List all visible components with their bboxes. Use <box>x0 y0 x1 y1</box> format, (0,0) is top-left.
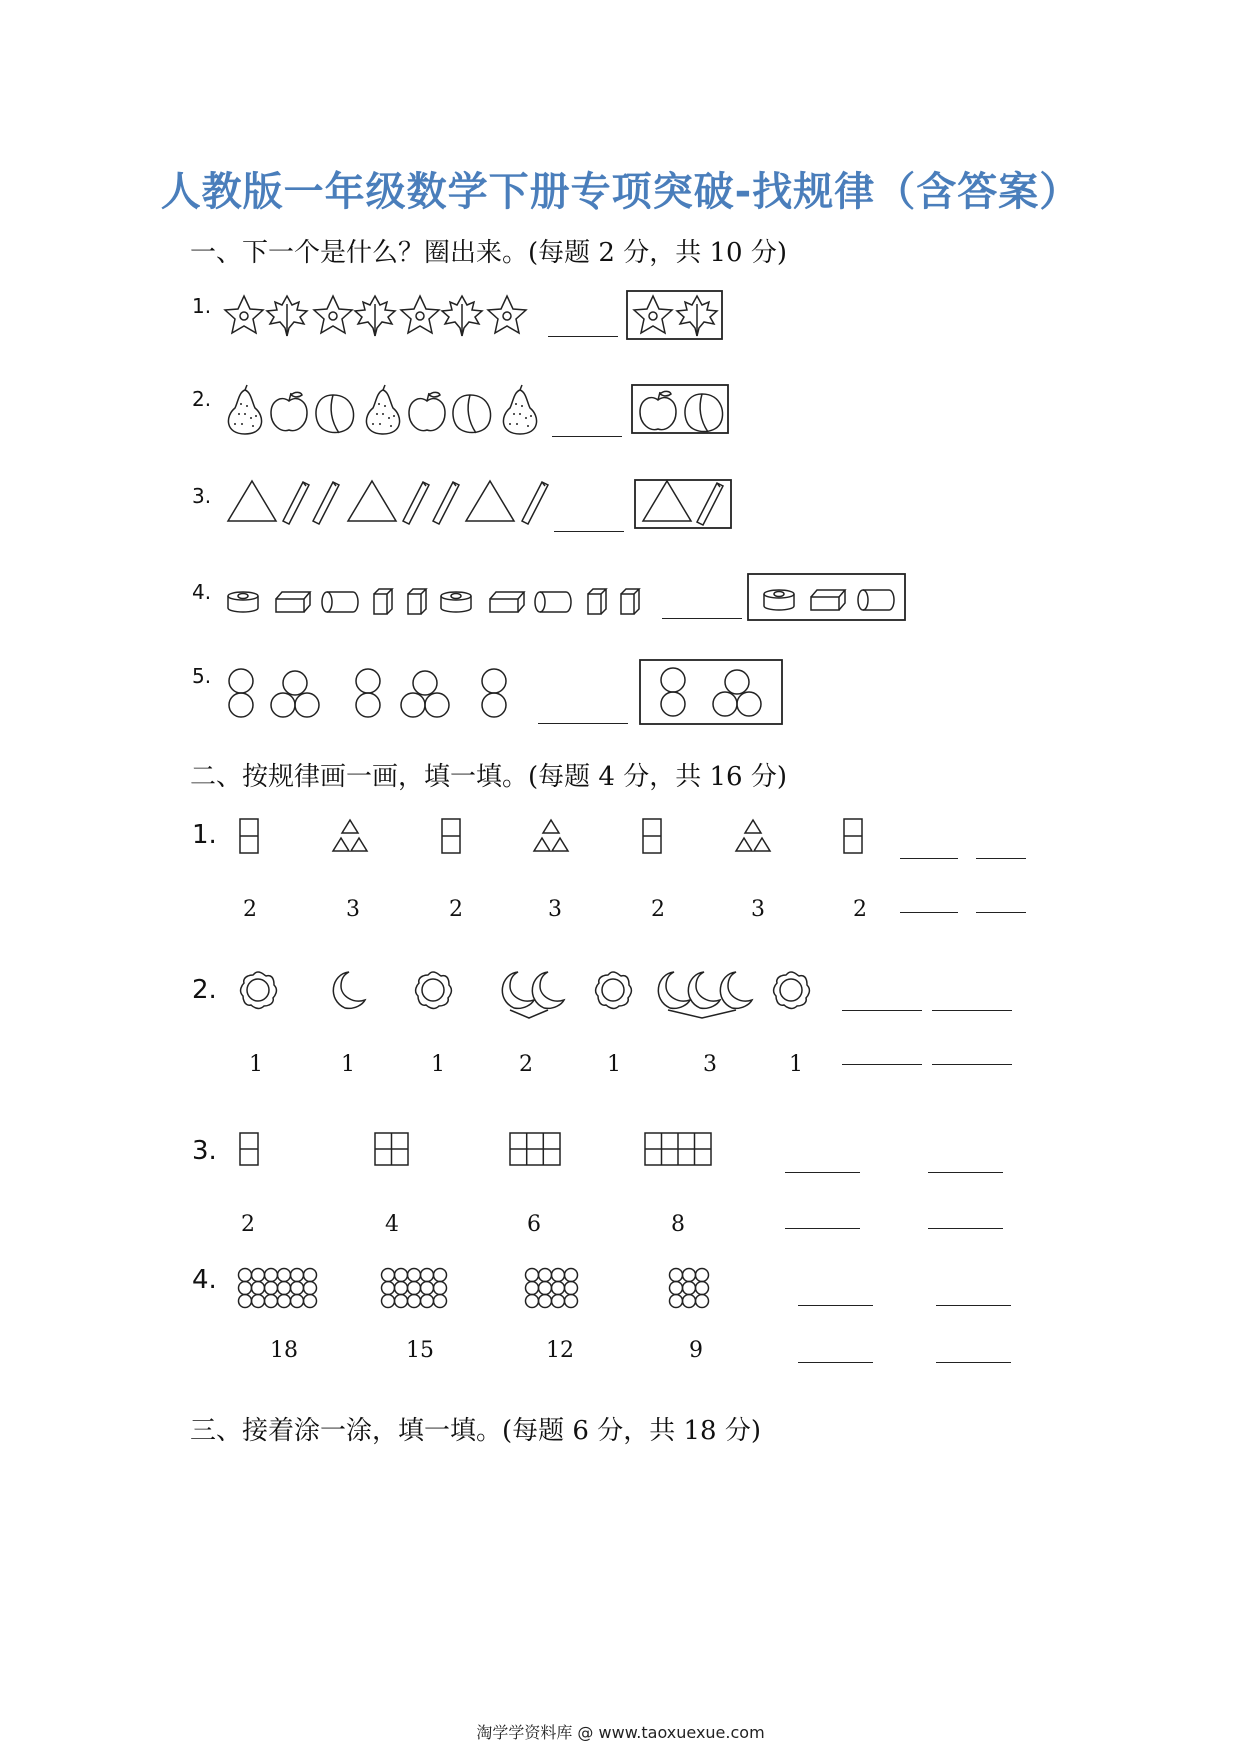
cluster-circle <box>291 1282 304 1295</box>
cluster-circle <box>291 1269 304 1282</box>
cluster-circle <box>304 1282 317 1295</box>
cluster-circle <box>565 1269 578 1282</box>
cluster-circle <box>683 1269 696 1282</box>
p2-q1-num: 2 <box>449 897 463 922</box>
p2-q2-num: 1 <box>249 1052 263 1077</box>
section-2-heading: 二、按规律画一画，填一填。(每题 4 分，共 16 分) <box>190 762 787 792</box>
cluster-circle <box>539 1269 552 1282</box>
cluster-circle <box>278 1295 291 1308</box>
cluster-circle <box>395 1269 408 1282</box>
cluster-circle <box>526 1295 539 1308</box>
cluster-circle <box>565 1282 578 1295</box>
cluster-circle <box>252 1282 265 1295</box>
cluster-circle <box>526 1282 539 1295</box>
cluster-circle <box>421 1295 434 1308</box>
p2-q4-num: 12 <box>546 1338 574 1363</box>
p1-q2-number: 2. <box>192 387 212 411</box>
section-1-heading: 一、下一个是什么？圈出来。(每题 2 分，共 10 分) <box>190 238 787 268</box>
p1-q1-number: 1. <box>192 294 212 318</box>
cluster-circle <box>382 1269 395 1282</box>
p2-q1-num: 3 <box>548 897 562 922</box>
cluster-circle <box>265 1295 278 1308</box>
cluster-circle <box>565 1295 578 1308</box>
cluster-circle <box>265 1282 278 1295</box>
p1-q3-number: 3. <box>192 484 212 508</box>
cluster-circle <box>408 1282 421 1295</box>
cluster-circle <box>526 1269 539 1282</box>
cluster-circle <box>552 1295 565 1308</box>
p2-q3-num: 8 <box>671 1212 685 1237</box>
cluster-circle <box>421 1269 434 1282</box>
cluster-circle <box>382 1295 395 1308</box>
p1-q4-number: 4. <box>192 580 212 604</box>
cluster-circle <box>670 1282 683 1295</box>
cluster-circle <box>252 1295 265 1308</box>
p2-q1-num: 2 <box>853 897 867 922</box>
cluster-circle <box>408 1295 421 1308</box>
p2-q3-num: 4 <box>385 1212 399 1237</box>
page-title: 人教版一年级数学下册专项突破-找规律（含答案） <box>160 169 1081 215</box>
p2-q2-num: 1 <box>607 1052 621 1077</box>
cluster-circle <box>434 1295 447 1308</box>
p2-q2-num: 1 <box>341 1052 355 1077</box>
cluster-circle <box>539 1282 552 1295</box>
cluster-circle <box>278 1269 291 1282</box>
cluster-circle <box>434 1282 447 1295</box>
p2-q4-num: 18 <box>270 1338 298 1363</box>
p2-q2-num: 2 <box>519 1052 533 1077</box>
cluster-circle <box>291 1295 304 1308</box>
cluster-circle <box>696 1282 709 1295</box>
footer-watermark: 淘学学资料库 @ www.taoxuexue.com <box>476 1723 765 1742</box>
cluster-circle <box>265 1269 278 1282</box>
cluster-circle <box>552 1282 565 1295</box>
cluster-circle <box>670 1295 683 1308</box>
cluster-circle <box>683 1282 696 1295</box>
p2-q1-num: 3 <box>346 897 360 922</box>
p2-q3-num: 6 <box>527 1212 541 1237</box>
cluster-circle <box>683 1295 696 1308</box>
cluster-circle <box>434 1269 447 1282</box>
p2-q1-number: 1. <box>192 820 217 850</box>
cluster-circle <box>304 1295 317 1308</box>
cluster-circle <box>670 1269 683 1282</box>
cluster-circle <box>539 1295 552 1308</box>
cluster-circle <box>421 1282 434 1295</box>
p2-q1-num: 2 <box>651 897 665 922</box>
cluster-circle <box>252 1269 265 1282</box>
cluster-circle <box>395 1282 408 1295</box>
p2-q4-num: 9 <box>689 1338 703 1363</box>
cluster-circle <box>382 1282 395 1295</box>
cluster-circle <box>552 1269 565 1282</box>
p2-q2-num: 1 <box>431 1052 445 1077</box>
p2-q2-num: 1 <box>789 1052 803 1077</box>
p2-q4-num: 15 <box>406 1338 434 1363</box>
cluster-circle <box>278 1282 291 1295</box>
p1-q5-number: 5. <box>192 664 212 688</box>
cluster-circle <box>696 1295 709 1308</box>
cluster-circle <box>696 1269 709 1282</box>
cluster-circle <box>408 1269 421 1282</box>
p2-q1-num: 2 <box>243 897 257 922</box>
cluster-circle <box>239 1269 252 1282</box>
cluster-circle <box>304 1269 317 1282</box>
cluster-circle <box>395 1295 408 1308</box>
p2-q3-number: 3. <box>192 1136 217 1166</box>
p2-q2-num: 3 <box>703 1052 717 1077</box>
cluster-circle <box>239 1295 252 1308</box>
cluster-circle <box>239 1282 252 1295</box>
p2-q3-num: 2 <box>241 1212 255 1237</box>
p2-q4-circle-clusters <box>239 1269 709 1308</box>
section-3-heading: 三、接着涂一涂，填一填。(每题 6 分，共 18 分) <box>190 1416 761 1446</box>
p1-q1-sequence <box>225 296 526 336</box>
p2-q4-number: 4. <box>192 1265 217 1295</box>
p2-q1-num: 3 <box>751 897 765 922</box>
p2-q2-number: 2. <box>192 975 217 1005</box>
